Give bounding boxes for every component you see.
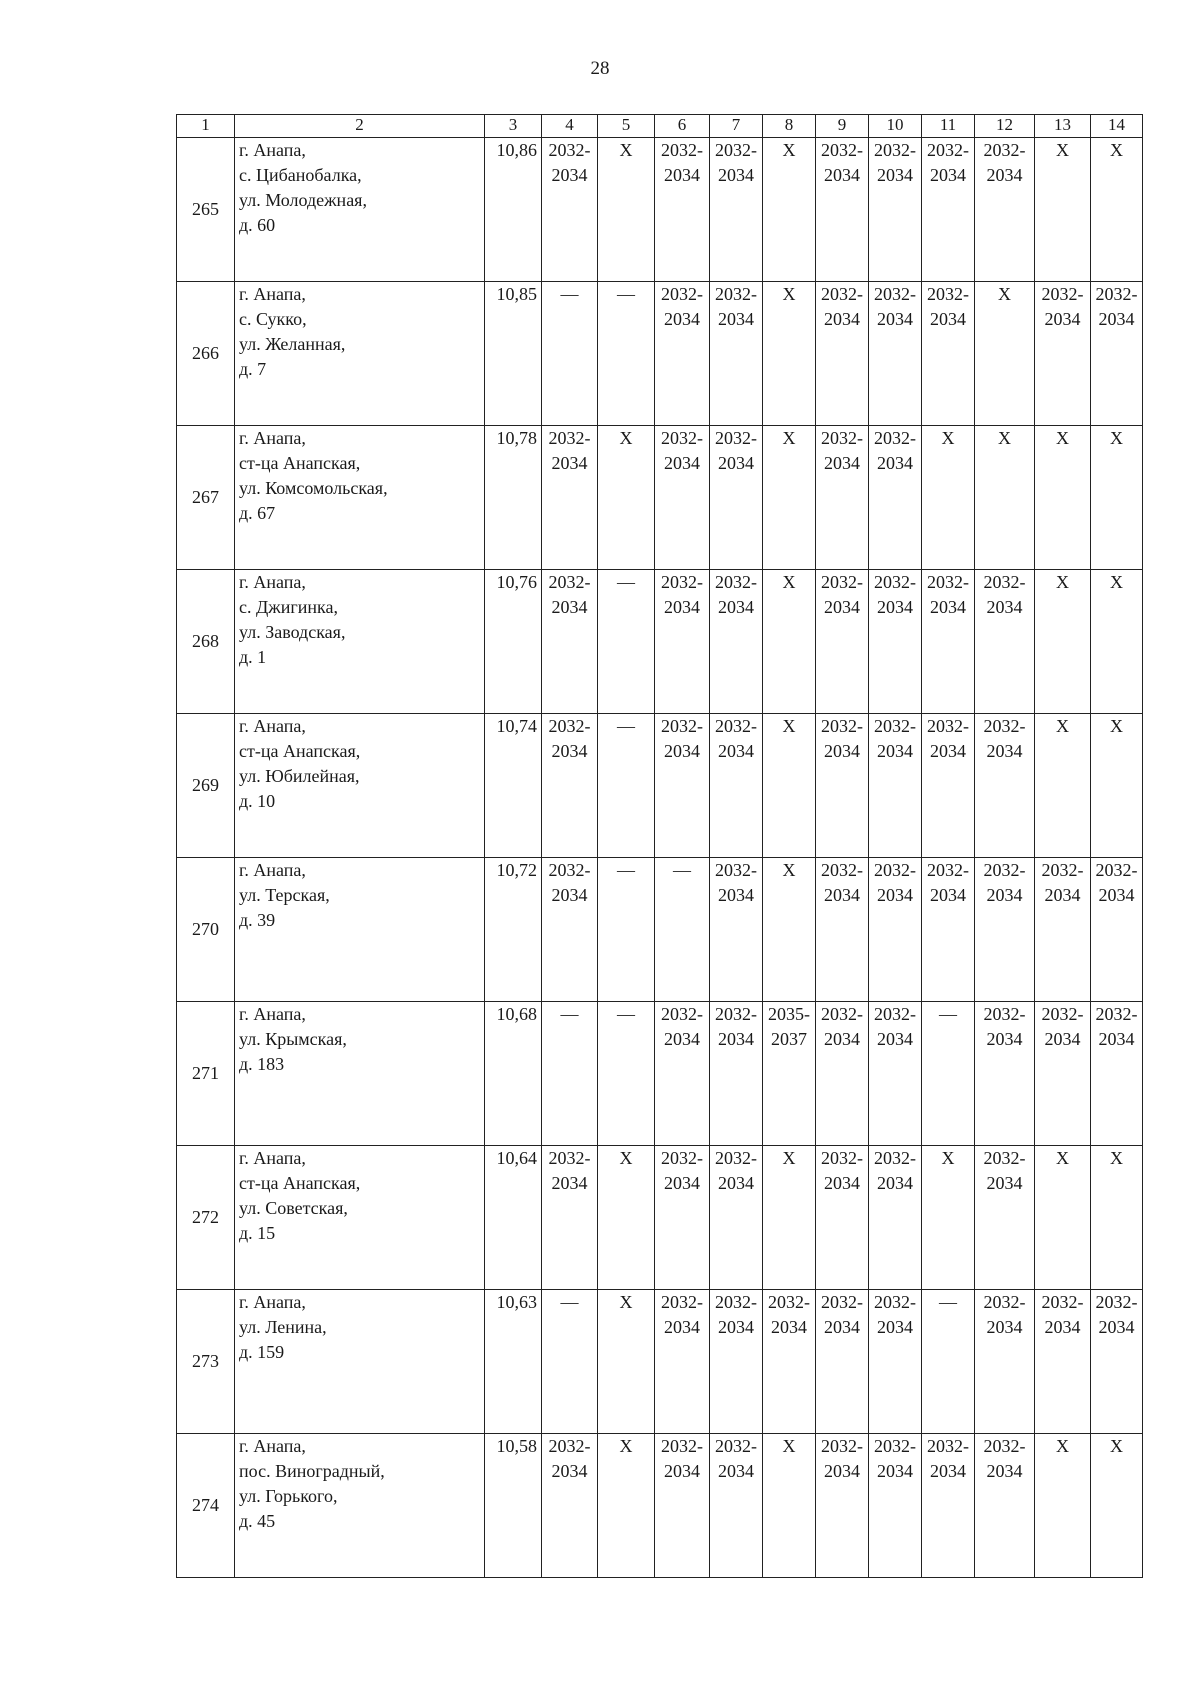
period-cell-c6: 2032- 2034 <box>655 282 710 426</box>
period-cell-c12: 2032- 2034 <box>975 138 1035 282</box>
period-cell-c14: X <box>1091 426 1143 570</box>
period-cell-c4: 2032- 2034 <box>542 858 598 1002</box>
row-number: 270 <box>177 858 235 1002</box>
row-number: 274 <box>177 1434 235 1578</box>
period-cell-c14: X <box>1091 570 1143 714</box>
period-cell-c12: 2032- 2034 <box>975 1002 1035 1146</box>
period-cell-c9: 2032- 2034 <box>816 858 869 1002</box>
period-cell-c10: 2032- 2034 <box>869 858 922 1002</box>
period-cell-c10: 2032- 2034 <box>869 1002 922 1146</box>
period-cell-c13: X <box>1035 1434 1091 1578</box>
period-cell-c7: 2032- 2034 <box>710 1290 763 1434</box>
period-cell-c8: X <box>763 858 816 1002</box>
period-cell-c5: X <box>598 1434 655 1578</box>
period-cell-c9: 2032- 2034 <box>816 1434 869 1578</box>
period-cell-c6: 2032- 2034 <box>655 1290 710 1434</box>
period-cell-c8: X <box>763 1146 816 1290</box>
period-cell-c11: 2032- 2034 <box>922 570 975 714</box>
table-row <box>177 282 1143 426</box>
period-cell-c8: X <box>763 426 816 570</box>
period-cell-c8: 2035- 2037 <box>763 1002 816 1146</box>
address-cell: г. Анапа, ул. Крымская, д. 183 <box>235 1002 485 1146</box>
period-cell-c6: 2032- 2034 <box>655 138 710 282</box>
period-cell-c11: 2032- 2034 <box>922 282 975 426</box>
address-cell: г. Анапа, ул. Ленина, д. 159 <box>235 1290 485 1434</box>
address-cell: г. Анапа, ст-ца Анапская, ул. Советская, д. 15 <box>235 1146 485 1290</box>
period-cell-c6: 2032- 2034 <box>655 1002 710 1146</box>
period-cell-c10: 2032- 2034 <box>869 1434 922 1578</box>
table-row <box>177 570 1143 714</box>
period-cell-c11: 2032- 2034 <box>922 138 975 282</box>
period-cell-c10: 2032- 2034 <box>869 570 922 714</box>
score-cell: 10,74 <box>485 714 542 858</box>
period-cell-c11: 2032- 2034 <box>922 1434 975 1578</box>
table-row <box>177 1290 1143 1434</box>
period-cell-c7: 2032- 2034 <box>710 1434 763 1578</box>
period-cell-c10: 2032- 2034 <box>869 714 922 858</box>
score-cell: 10,64 <box>485 1146 542 1290</box>
period-cell-c4: — <box>542 282 598 426</box>
period-cell-c14: 2032- 2034 <box>1091 1290 1143 1434</box>
period-cell-c12: X <box>975 426 1035 570</box>
row-number: 272 <box>177 1146 235 1290</box>
period-cell-c11: — <box>922 1290 975 1434</box>
table-row <box>177 714 1143 858</box>
row-number: 267 <box>177 426 235 570</box>
period-cell-c14: 2032- 2034 <box>1091 282 1143 426</box>
score-cell: 10,86 <box>485 138 542 282</box>
score-cell: 10,78 <box>485 426 542 570</box>
period-cell-c13: X <box>1035 1146 1091 1290</box>
column-header-6: 6 <box>655 115 710 138</box>
score-cell: 10,76 <box>485 570 542 714</box>
table-row <box>177 138 1143 282</box>
period-cell-c6: 2032- 2034 <box>655 570 710 714</box>
row-number: 271 <box>177 1002 235 1146</box>
table-row <box>177 1434 1143 1578</box>
score-cell: 10,85 <box>485 282 542 426</box>
period-cell-c5: — <box>598 282 655 426</box>
column-header-9: 9 <box>816 115 869 138</box>
score-cell: 10,68 <box>485 1002 542 1146</box>
period-cell-c14: X <box>1091 1146 1143 1290</box>
period-cell-c11: X <box>922 426 975 570</box>
period-cell-c8: X <box>763 282 816 426</box>
score-cell: 10,63 <box>485 1290 542 1434</box>
address-cell: г. Анапа, ул. Терская, д. 39 <box>235 858 485 1002</box>
period-cell-c12: 2032- 2034 <box>975 1434 1035 1578</box>
row-number: 273 <box>177 1290 235 1434</box>
period-cell-c6: 2032- 2034 <box>655 714 710 858</box>
address-cell: г. Анапа, ст-ца Анапская, ул. Юбилейная, д. 10 <box>235 714 485 858</box>
column-header-13: 13 <box>1035 115 1091 138</box>
period-cell-c14: X <box>1091 714 1143 858</box>
period-cell-c4: 2032- 2034 <box>542 1434 598 1578</box>
period-cell-c4: — <box>542 1290 598 1434</box>
row-number: 265 <box>177 138 235 282</box>
period-cell-c12: X <box>975 282 1035 426</box>
period-cell-c5: X <box>598 426 655 570</box>
period-cell-c6: — <box>655 858 710 1002</box>
address-cell: г. Анапа, ст-ца Анапская, ул. Комсомольская, д. 67 <box>235 426 485 570</box>
period-cell-c5: — <box>598 1002 655 1146</box>
period-cell-c14: 2032- 2034 <box>1091 858 1143 1002</box>
column-header-1: 1 <box>177 115 235 138</box>
column-header-8: 8 <box>763 115 816 138</box>
period-cell-c7: 2032- 2034 <box>710 1002 763 1146</box>
column-header-5: 5 <box>598 115 655 138</box>
period-cell-c9: 2032- 2034 <box>816 1146 869 1290</box>
period-cell-c12: 2032- 2034 <box>975 714 1035 858</box>
period-cell-c5: — <box>598 570 655 714</box>
period-cell-c12: 2032- 2034 <box>975 570 1035 714</box>
period-cell-c11: — <box>922 1002 975 1146</box>
period-cell-c7: 2032- 2034 <box>710 138 763 282</box>
period-cell-c10: 2032- 2034 <box>869 426 922 570</box>
period-cell-c5: — <box>598 714 655 858</box>
table-row <box>177 858 1143 1002</box>
period-cell-c12: 2032- 2034 <box>975 1146 1035 1290</box>
column-header-14: 14 <box>1091 115 1143 138</box>
table-row <box>177 1002 1143 1146</box>
period-cell-c9: 2032- 2034 <box>816 714 869 858</box>
period-cell-c5: — <box>598 858 655 1002</box>
column-header-11: 11 <box>922 115 975 138</box>
column-header-10: 10 <box>869 115 922 138</box>
period-cell-c5: X <box>598 138 655 282</box>
period-cell-c7: 2032- 2034 <box>710 282 763 426</box>
row-number: 266 <box>177 282 235 426</box>
period-cell-c4: 2032- 2034 <box>542 138 598 282</box>
period-cell-c14: X <box>1091 138 1143 282</box>
period-cell-c7: 2032- 2034 <box>710 426 763 570</box>
period-cell-c8: X <box>763 1434 816 1578</box>
period-cell-c9: 2032- 2034 <box>816 1290 869 1434</box>
column-header-7: 7 <box>710 115 763 138</box>
column-header-3: 3 <box>485 115 542 138</box>
period-cell-c7: 2032- 2034 <box>710 858 763 1002</box>
period-cell-c11: 2032- 2034 <box>922 858 975 1002</box>
period-cell-c10: 2032- 2034 <box>869 1290 922 1434</box>
period-cell-c9: 2032- 2034 <box>816 138 869 282</box>
period-cell-c13: 2032- 2034 <box>1035 1002 1091 1146</box>
table-row <box>177 1146 1143 1290</box>
period-cell-c7: 2032- 2034 <box>710 570 763 714</box>
address-cell: г. Анапа, с. Цибанобалка, ул. Молодежная, д. 60 <box>235 138 485 282</box>
period-cell-c9: 2032- 2034 <box>816 1002 869 1146</box>
period-cell-c9: 2032- 2034 <box>816 426 869 570</box>
period-cell-c14: X <box>1091 1434 1143 1578</box>
period-cell-c6: 2032- 2034 <box>655 426 710 570</box>
period-cell-c4: 2032- 2034 <box>542 426 598 570</box>
period-cell-c7: 2032- 2034 <box>710 714 763 858</box>
period-cell-c4: 2032- 2034 <box>542 714 598 858</box>
period-cell-c4: 2032- 2034 <box>542 570 598 714</box>
period-cell-c13: X <box>1035 714 1091 858</box>
period-cell-c13: X <box>1035 138 1091 282</box>
period-cell-c13: 2032- 2034 <box>1035 282 1091 426</box>
period-cell-c13: 2032- 2034 <box>1035 1290 1091 1434</box>
period-cell-c8: 2032- 2034 <box>763 1290 816 1434</box>
period-cell-c10: 2032- 2034 <box>869 138 922 282</box>
period-cell-c7: 2032- 2034 <box>710 1146 763 1290</box>
period-cell-c13: X <box>1035 426 1091 570</box>
period-cell-c10: 2032- 2034 <box>869 1146 922 1290</box>
address-cell: г. Анапа, с. Джигинка, ул. Заводская, д. 1 <box>235 570 485 714</box>
period-cell-c8: X <box>763 138 816 282</box>
column-header-4: 4 <box>542 115 598 138</box>
period-cell-c8: X <box>763 714 816 858</box>
period-cell-c11: X <box>922 1146 975 1290</box>
page-number: 28 <box>590 58 610 79</box>
period-cell-c8: X <box>763 570 816 714</box>
header-row <box>177 115 1143 138</box>
score-cell: 10,58 <box>485 1434 542 1578</box>
period-cell-c6: 2032- 2034 <box>655 1434 710 1578</box>
row-number: 269 <box>177 714 235 858</box>
score-cell: 10,72 <box>485 858 542 1002</box>
period-cell-c9: 2032- 2034 <box>816 282 869 426</box>
table-body <box>177 138 1143 1578</box>
period-cell-c13: X <box>1035 570 1091 714</box>
period-cell-c5: X <box>598 1146 655 1290</box>
period-cell-c12: 2032- 2034 <box>975 1290 1035 1434</box>
table-row <box>177 426 1143 570</box>
address-cell: г. Анапа, пос. Виноградный, ул. Горького, д. 45 <box>235 1434 485 1578</box>
period-cell-c4: 2032- 2034 <box>542 1146 598 1290</box>
row-number: 268 <box>177 570 235 714</box>
period-cell-c4: — <box>542 1002 598 1146</box>
period-cell-c13: 2032- 2034 <box>1035 858 1091 1002</box>
address-cell: г. Анапа, с. Сукко, ул. Желанная, д. 7 <box>235 282 485 426</box>
period-cell-c5: X <box>598 1290 655 1434</box>
column-header-12: 12 <box>975 115 1035 138</box>
period-cell-c10: 2032- 2034 <box>869 282 922 426</box>
period-cell-c11: 2032- 2034 <box>922 714 975 858</box>
period-cell-c14: 2032- 2034 <box>1091 1002 1143 1146</box>
column-header-2: 2 <box>235 115 485 138</box>
period-cell-c6: 2032- 2034 <box>655 1146 710 1290</box>
schedule-table <box>176 114 1143 1578</box>
period-cell-c9: 2032- 2034 <box>816 570 869 714</box>
period-cell-c12: 2032- 2034 <box>975 858 1035 1002</box>
